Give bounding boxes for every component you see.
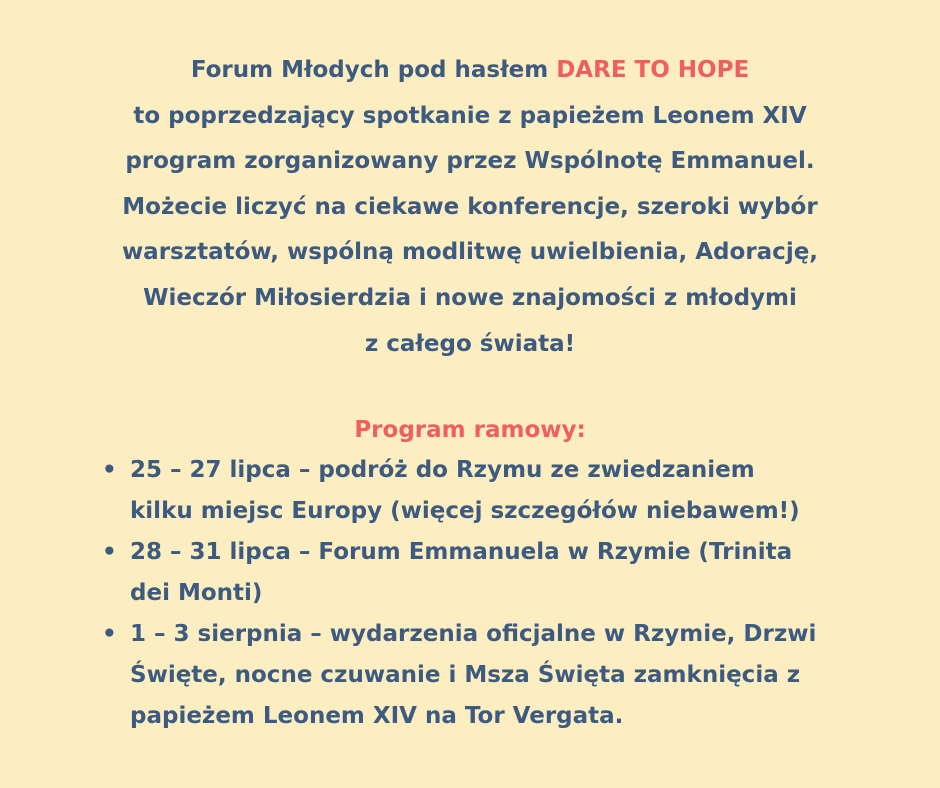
program-item-line: kilku miejsc Europy (więcej szczegółów niebawem!) <box>130 498 800 524</box>
intro-prefix: Forum Młodych pod hasłem <box>190 57 557 83</box>
intro-line-2: to poprzedzający spotkanie z papieżem Leonem XIV <box>133 102 807 129</box>
bullet-icon: • <box>102 621 117 647</box>
program-item-line: dei Monti) <box>130 580 263 606</box>
program-item-line: 25 – 27 lipca – podróż do Rzymu ze zwiedzaniem <box>130 457 755 483</box>
intro-line-6: Wieczór Miłosierdzia i nowe znajomości z młodymi <box>143 284 797 311</box>
program-list <box>102 450 882 737</box>
bullet-icon: • <box>102 539 117 565</box>
intro-line-5: warsztatów, wspólną modlitwę uwielbienia, Adorację, <box>121 239 819 266</box>
program-item <box>102 614 882 737</box>
program-item <box>102 450 882 532</box>
intro-paragraph <box>0 48 940 367</box>
intro-line-1 <box>0 48 940 94</box>
program-heading: Program ramowy: <box>354 417 586 443</box>
intro-line-3: program zorganizowany przez Wspólnotę Emmanuel. <box>125 148 815 175</box>
program-item-line: 28 – 31 lipca – Forum Emmanuela w Rzymie (Trinita <box>130 539 793 565</box>
intro-line-4: Możecie liczyć na ciekawe konferencje, szeroki wybór <box>122 193 818 220</box>
slogan-highlight: DARE TO HOPE <box>556 57 750 83</box>
program-item-line: 1 – 3 sierpnia – wydarzenia oficjalne w Rzymie, Drzwi <box>130 621 817 647</box>
program-item-line: papieżem Leonem XIV na Tor Vergata. <box>130 703 624 729</box>
program-item-line: Święte, nocne czuwanie i Msza Święta zamknięcia z <box>130 662 801 688</box>
bullet-icon: • <box>102 457 117 483</box>
intro-line-7: z całego świata! <box>364 330 576 357</box>
program-item <box>102 532 882 614</box>
